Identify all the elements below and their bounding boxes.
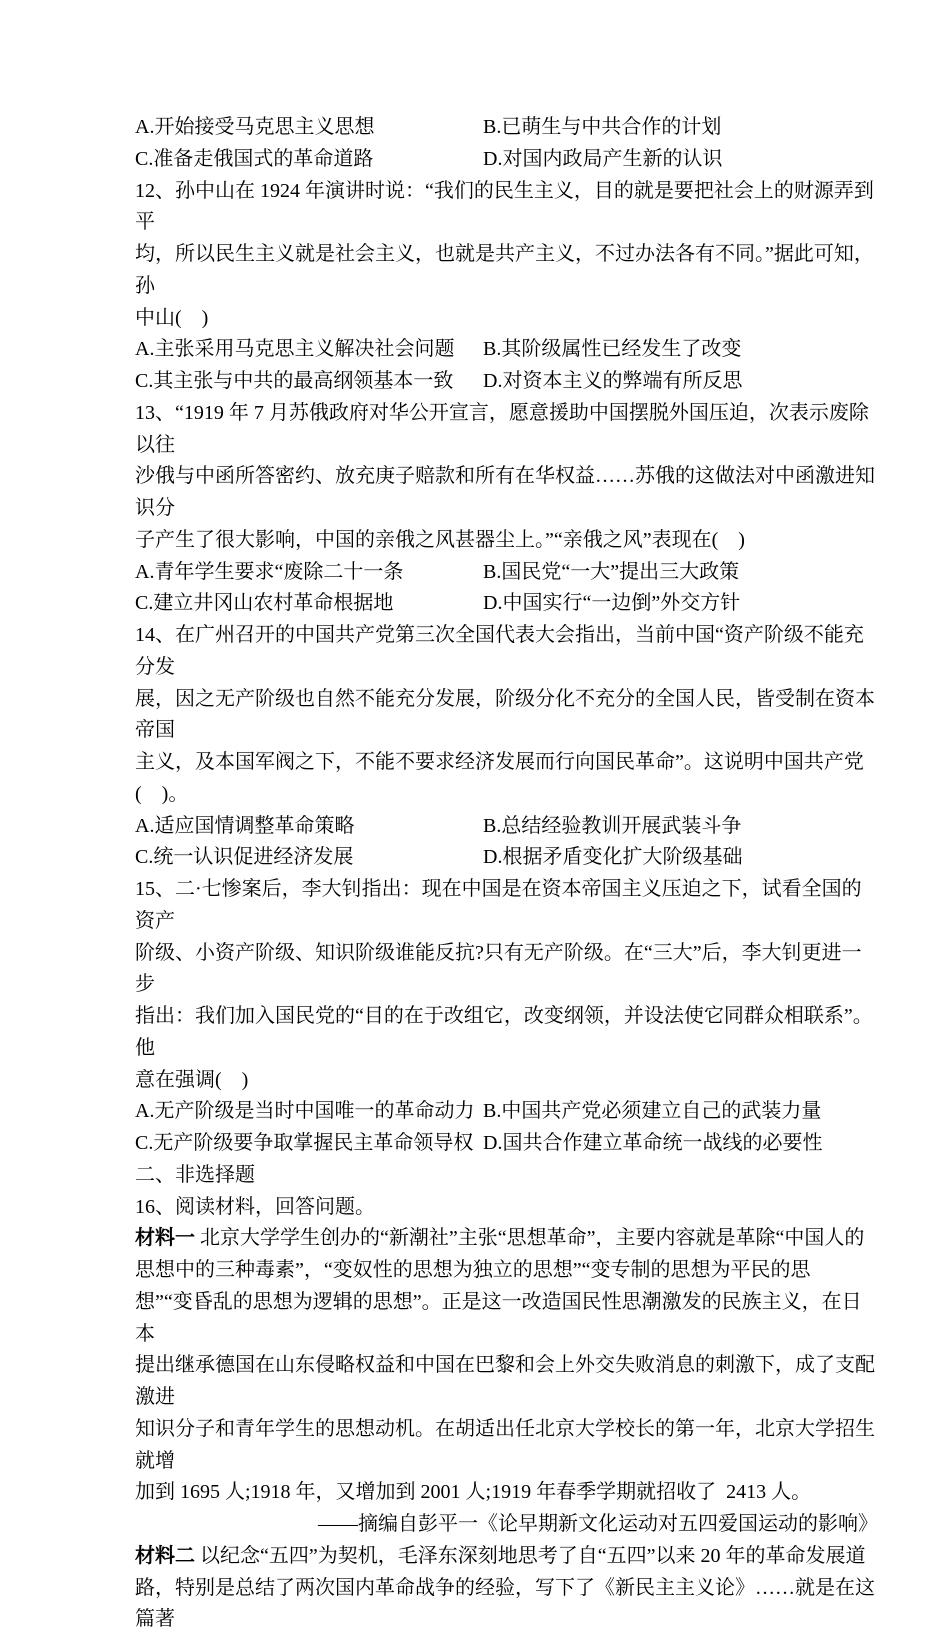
line-text: 中山( ) — [135, 307, 208, 329]
source-attribution — [135, 1509, 878, 1541]
options-row — [135, 334, 878, 366]
option-item: D.对资本主义的弊端有所反思 — [483, 366, 878, 398]
option-item: A.主张采用马克思主义解决社会问题 — [135, 334, 483, 366]
option-item: A.适应国情调整革命策略 — [135, 811, 483, 843]
option-item: C.其主张与中共的最高纲领基本一致 — [135, 366, 483, 398]
text-line — [135, 779, 878, 811]
document-body — [135, 112, 878, 1636]
options-row — [135, 557, 878, 589]
text-line — [135, 1477, 878, 1509]
line-text: 展，因之无产阶级也自然不能充分发展，阶级分化不充分的全国人民，皆受制在资本帝国 — [135, 688, 875, 742]
text-line — [135, 525, 878, 557]
option-item: D.对国内政局产生新的认识 — [483, 144, 878, 176]
text-line — [135, 938, 878, 1002]
line-text: 北京大学学生创办的“新潮社”主张“思想革命”，主要内容就是革除“中国人的 — [195, 1227, 864, 1249]
text-line — [135, 620, 878, 684]
option-item: B.其阶级属性已经发生了改变 — [483, 334, 878, 366]
option-item: B.中国共产党必须建立自己的武装力量 — [483, 1096, 878, 1128]
line-text: 14、在广州召开的中国共产党第三次全国代表大会指出，当前中国“资产阶级不能充分发 — [135, 624, 864, 678]
line-text: 13、“1919 年 7 月苏俄政府对华公开宣言，愿意援助中国摆脱外国压迫，次表示废除以往 — [135, 402, 869, 456]
option-item: B.总结经验教训开展武装斗争 — [483, 811, 878, 843]
line-text: 阶级、小资产阶级、知识阶级谁能反抗?只有无产阶级。在“三大”后，李大钊更进一步 — [135, 942, 862, 996]
line-text: 意在强调( ) — [135, 1069, 248, 1091]
options-row — [135, 1096, 878, 1128]
text-line — [135, 176, 878, 240]
option-item: C.建立井冈山农村革命根据地 — [135, 588, 483, 620]
material-label: 材料二 — [135, 1545, 195, 1567]
text-line — [135, 1160, 878, 1192]
text-line — [135, 874, 878, 938]
text-line — [135, 398, 878, 462]
options-row — [135, 842, 878, 874]
text-line — [135, 1223, 878, 1255]
text-line — [135, 461, 878, 525]
text-line — [135, 1192, 878, 1224]
line-text: 二、非选择题 — [135, 1164, 255, 1186]
option-item: D.国共合作建立革命统一战线的必要性 — [483, 1128, 878, 1160]
options-row — [135, 1128, 878, 1160]
option-item: C.统一认识促进经济发展 — [135, 842, 483, 874]
line-text: 15、二·七惨案后，李大钊指出：现在中国是在资本帝国主义压迫之下，试看全国的资产 — [135, 878, 862, 932]
option-item: D.中国实行“一边倒”外交方针 — [483, 588, 878, 620]
text-line — [135, 747, 878, 779]
line-text: 知识分子和青年学生的思想动机。在胡适出任北京大学校长的第一年，北京大学招生就增 — [135, 1418, 875, 1472]
text-line — [135, 239, 878, 303]
option-item: B.已萌生与中共合作的计划 — [483, 112, 878, 144]
line-text: 想”“变昏乱的思想为逻辑的思想”。正是这一改造国民性思潮激发的民族主义，在日本 — [135, 1291, 862, 1345]
line-text: 以纪念“五四”为契机，毛泽东深刻地思考了自“五四”以来 20 年的革命发展道 — [195, 1545, 866, 1567]
text-line — [135, 1541, 878, 1573]
text-line — [135, 1065, 878, 1097]
option-item: A.开始接受马克思主义思想 — [135, 112, 483, 144]
options-row — [135, 112, 878, 144]
line-text: 均，所以民生主义就是社会主义，也就是共产主义，不过办法各有不同。”据此可知，孙 — [135, 243, 874, 297]
option-item: D.根据矛盾变化扩大阶级基础 — [483, 842, 878, 874]
line-text: 子产生了很大影响，中国的亲俄之风甚器尘上。”“亲俄之风”表现在( ) — [135, 529, 745, 551]
line-text: 主义，及本国军阀之下，不能不要求经济发展而行向国民革命”。这说明中国共产党 — [135, 751, 864, 773]
text-line — [135, 1414, 878, 1478]
material-label: 材料一 — [135, 1227, 195, 1249]
line-text: 指出：我们加入国民党的“目的在于改组它，改变纲领，并设法使它同群众相联系”。他 — [135, 1005, 873, 1059]
line-text: ( )。 — [135, 783, 188, 805]
text-line — [135, 1350, 878, 1414]
text-line — [135, 1573, 878, 1636]
text-line — [135, 303, 878, 335]
option-item: C.准备走俄国式的革命道路 — [135, 144, 483, 176]
options-row — [135, 588, 878, 620]
text-line — [135, 1287, 878, 1351]
options-row — [135, 811, 878, 843]
line-text: 12、孙中山在 1924 年演讲时说：“我们的民生主义，目的就是要把社会上的财源弄到平 — [135, 180, 874, 234]
option-item: B.国民党“一大”提出三大政策 — [483, 557, 878, 589]
options-row — [135, 366, 878, 398]
option-item: C.无产阶级要争取掌握民主革命领导权 — [135, 1128, 483, 1160]
line-text: 16、阅读材料，回答问题。 — [135, 1196, 375, 1218]
line-text: 思想中的三种毒素”，“变奴性的思想为独立的思想”“变专制的思想为平民的思 — [135, 1259, 811, 1281]
text-line — [135, 684, 878, 748]
option-item: A.青年学生要求“废除二十一条 — [135, 557, 483, 589]
option-item: A.无产阶级是当时中国唯一的革命动力 — [135, 1096, 483, 1128]
line-text: 加到 1695 人;1918 年，又增加到 2001 人;1919 年春季学期就招收了 2413 人。 — [135, 1481, 811, 1503]
line-text: 提出继承德国在山东侵略权益和中国在巴黎和会上外交失败消息的刺激下，成了支配激进 — [135, 1354, 875, 1408]
line-text: 沙俄与中函所答密约、放充庚子赔款和所有在华权益……苏俄的这做法对中函激进知识分 — [135, 465, 875, 519]
line-text: 路，特别是总结了两次国内革命战争的经验，写下了《新民主主义论》……就是在这篇著 — [135, 1577, 875, 1631]
text-line — [135, 1001, 878, 1065]
line-text: ——摘编自彭平一《论早期新文化运动对五四爱国运动的影响》 — [318, 1513, 878, 1535]
options-row — [135, 144, 878, 176]
text-line — [135, 1255, 878, 1287]
